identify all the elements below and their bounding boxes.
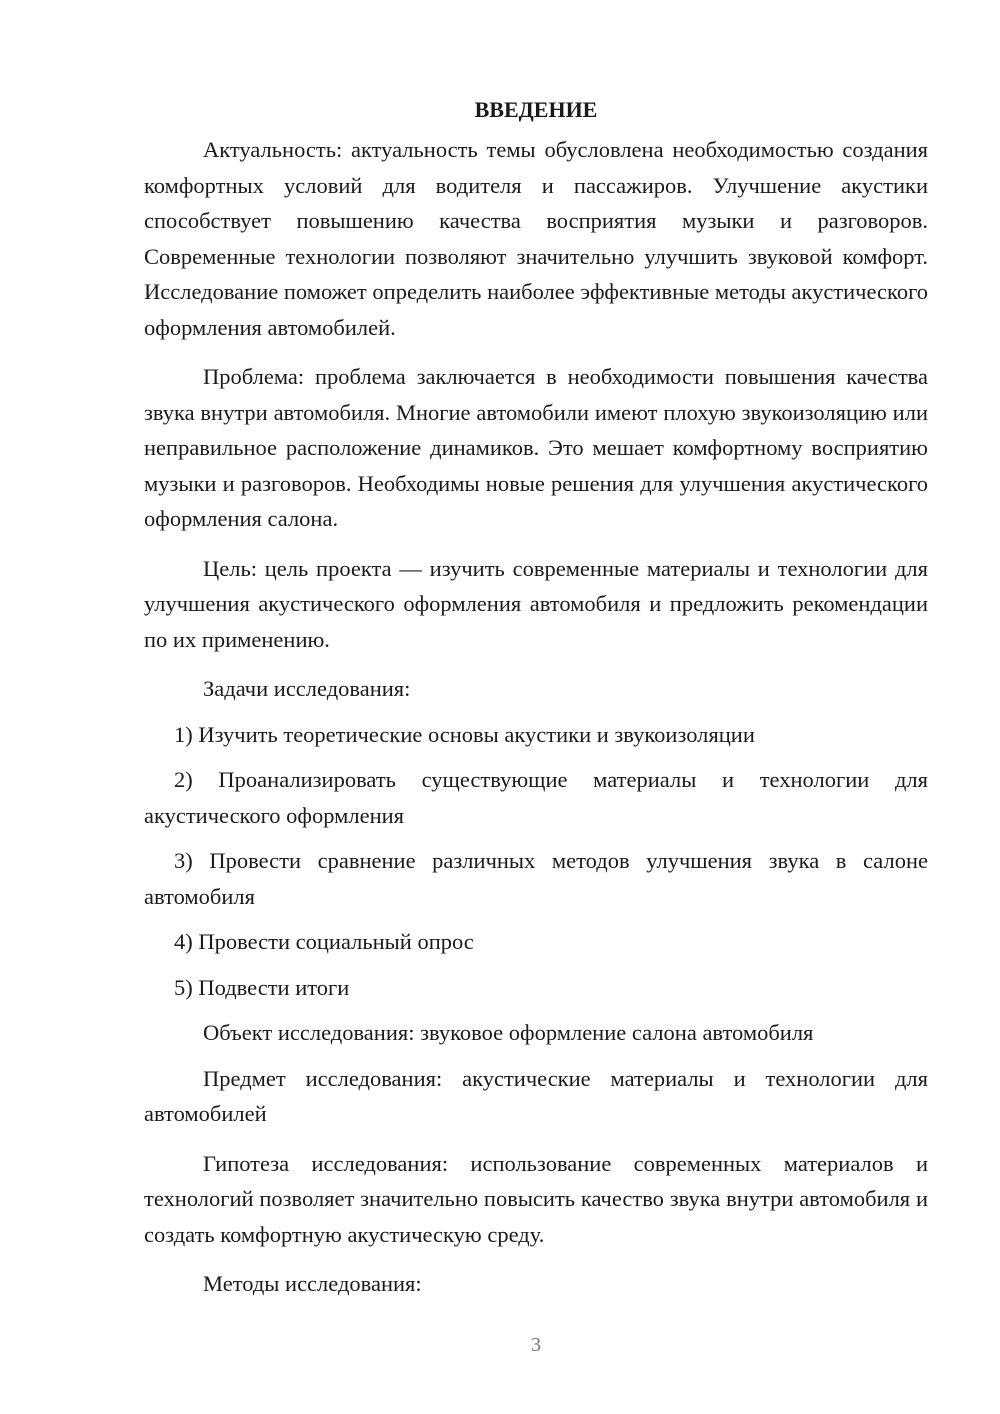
paragraph-hypothesis: Гипотеза исследования: использование современных материалов и технологий позволяет значительно повысить качество звука внутри автомобиля и создать комфортную акустическую среду. [144, 1150, 928, 1247]
task-list [144, 717, 928, 1006]
paragraph-problem: Проблема: проблема заключается в необходимости повышения качества звука внутри автомобиля. Многие автомобили имеют плохую звукоизоляцию или неправильное расположение динамиков. Это мешает комфортному восприятию музыки и разговоров. Необходимы новые решения для улучшения акустического оформления салона. [144, 364, 928, 531]
task-item-3: 3) Провести сравнение различных методов улучшения звука в салоне автомобиля [144, 848, 928, 909]
task-item-4: 4) Провести социальный опрос [174, 929, 474, 954]
paragraph-methods-title: Методы исследования: [203, 1271, 422, 1296]
paragraph-object: Объект исследования: звуковое оформление салона автомобиля [203, 1020, 814, 1045]
task-item-1: 1) Изучить теоретические основы акустики и звукоизоляции [174, 721, 755, 747]
document-page [144, 96, 928, 1316]
section-heading: ВВЕДЕНИЕ [474, 97, 598, 122]
paragraph-relevance: Актуальность: актуальность темы обусловлена необходимостью создания комфортных условий для водителя и пассажиров. Улучшение акустики способствует повышению качества восприятия музыки и разговоров. Современные технологии позволяют значительно улучшить звуковой комфорт. Исследование поможет определить наиболее эффективные методы акустического оформления автомобилей. [144, 137, 928, 340]
paragraph-tasks-title: Задачи исследования: [203, 676, 411, 701]
page-number: 3 [531, 1334, 541, 1356]
task-item-5: 5) Подвести итоги [174, 974, 350, 1000]
task-item-2: 2) Проанализировать существующие материалы и технологии для акустического оформления [144, 767, 928, 828]
paragraph-goal: Цель: цель проекта — изучить современные материалы и технологии для улучшения акустического оформления автомобиля и предложить рекомендации по их применению. [144, 555, 928, 652]
paragraph-subject: Предмет исследования: акустические материалы и технологии для автомобилей [144, 1065, 928, 1126]
